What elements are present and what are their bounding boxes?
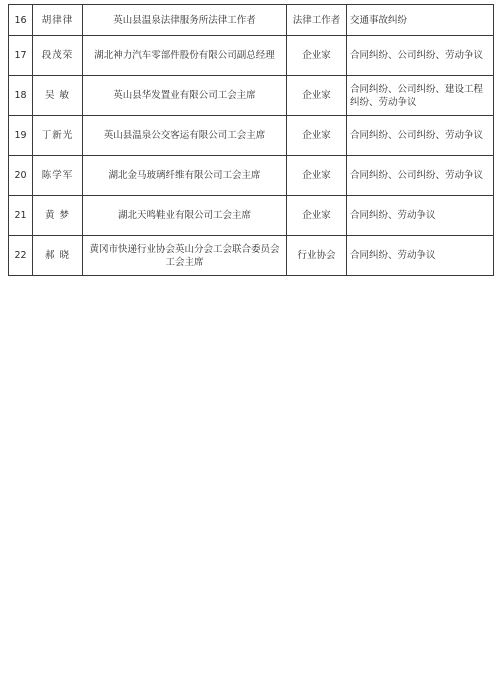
table-row — [9, 36, 494, 76]
specialty: 合同纠纷、公司纠纷、劳动争议 — [347, 36, 494, 76]
person-name: 陈学军 — [33, 156, 83, 196]
specialty: 合同纠纷、劳动争议 — [347, 236, 494, 276]
specialty: 合同纠纷、劳动争议 — [347, 196, 494, 236]
work-unit: 湖北神力汽车零部件股份有限公司副总经理 — [83, 36, 287, 76]
work-unit: 英山县温泉公交客运有限公司工会主席 — [83, 116, 287, 156]
specialty: 合同纠纷、公司纠纷、劳动争议 — [347, 156, 494, 196]
work-unit: 湖北天鸣鞋业有限公司工会主席 — [83, 196, 287, 236]
category: 法律工作者 — [287, 5, 347, 36]
table-row — [9, 116, 494, 156]
row-number: 22 — [9, 236, 33, 276]
row-number: 18 — [9, 76, 33, 116]
person-name: 郝 晓 — [33, 236, 83, 276]
category: 企业家 — [287, 36, 347, 76]
category: 企业家 — [287, 156, 347, 196]
row-number: 17 — [9, 36, 33, 76]
mediator-table — [8, 4, 494, 276]
table-row — [9, 156, 494, 196]
row-number: 21 — [9, 196, 33, 236]
row-number: 16 — [9, 5, 33, 36]
person-name: 丁新光 — [33, 116, 83, 156]
person-name: 胡律律 — [33, 5, 83, 36]
work-unit: 英山县温泉法律服务所法律工作者 — [83, 5, 287, 36]
person-name: 段茂荣 — [33, 36, 83, 76]
table-row — [9, 5, 494, 36]
specialty: 合同纠纷、公司纠纷、劳动争议 — [347, 116, 494, 156]
work-unit: 湖北金马玻璃纤维有限公司工会主席 — [83, 156, 287, 196]
person-name: 吴 敏 — [33, 76, 83, 116]
category: 行业协会 — [287, 236, 347, 276]
table-row — [9, 236, 494, 276]
category: 企业家 — [287, 76, 347, 116]
specialty: 交通事故纠纷 — [347, 5, 494, 36]
category: 企业家 — [287, 196, 347, 236]
work-unit: 黄冈市快递行业协会英山分会工会联合委员会工会主席 — [83, 236, 287, 276]
work-unit: 英山县华发置业有限公司工会主席 — [83, 76, 287, 116]
table-row — [9, 196, 494, 236]
category: 企业家 — [287, 116, 347, 156]
row-number: 19 — [9, 116, 33, 156]
person-name: 黄 梦 — [33, 196, 83, 236]
row-number: 20 — [9, 156, 33, 196]
specialty: 合同纠纷、公司纠纷、建设工程纠纷、劳动争议 — [347, 76, 494, 116]
table-row — [9, 76, 494, 116]
